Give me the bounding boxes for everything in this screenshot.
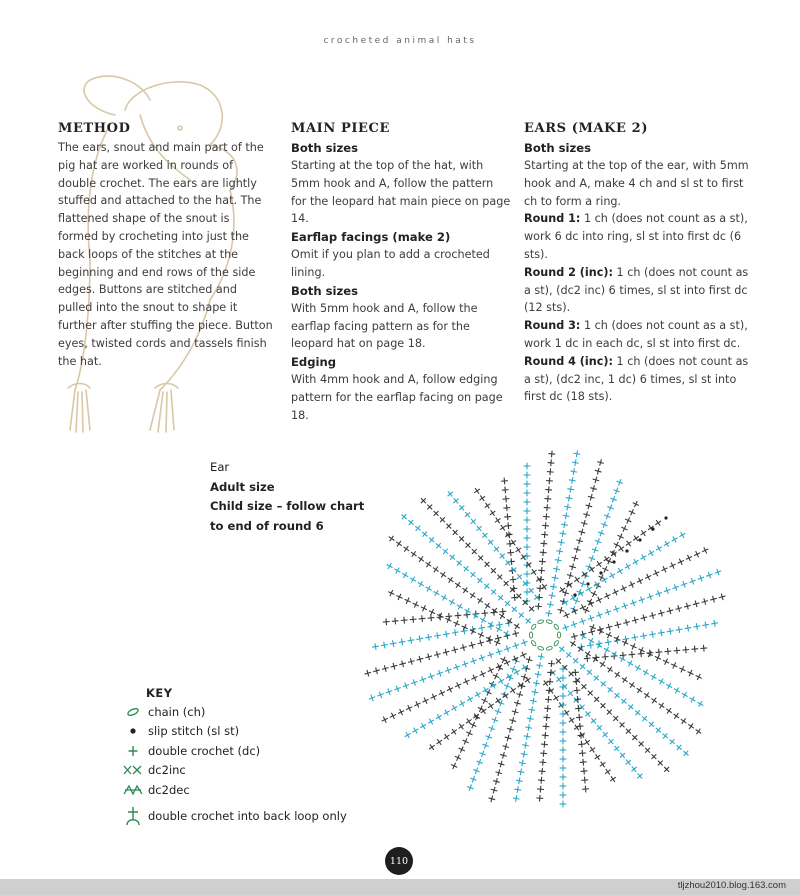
page-number: 110	[385, 847, 413, 875]
chart-caption-ear: Ear	[210, 460, 230, 474]
chart-caption-adult-size: Adult size	[210, 479, 275, 494]
round-label: Round 2 (inc):	[524, 265, 613, 279]
ear-crochet-chart	[345, 430, 785, 810]
round-text: 1 ch (does not count as a st), work 1 dc in each dc, sl st into first dc.	[524, 319, 748, 350]
dc2inc-icon	[118, 764, 148, 776]
earflap-both-sizes-heading: Both sizes	[291, 283, 359, 298]
round-paragraph	[524, 210, 749, 263]
chart-stitches	[365, 450, 726, 807]
main-piece-both-sizes-text: Starting at the top of the hat, with 5mm hook and A, follow the pattern for the leopard hat main piece on page 14.	[291, 159, 511, 226]
round-paragraph	[524, 264, 749, 317]
key-item	[118, 722, 347, 742]
chart-caption-child-size: Child size – follow chart	[210, 499, 365, 513]
round-label: Round 3:	[524, 319, 581, 333]
main-piece-both-sizes-heading: Both sizes	[291, 141, 359, 155]
method-column	[58, 120, 273, 370]
round-text: 1 ch (does not count as a st), (dc2 inc, 1 dc) 6 times, sl st into first dc (18 sts).	[524, 354, 749, 404]
key-label: chain (ch)	[148, 704, 206, 719]
round-label: Round 1:	[524, 212, 581, 226]
earflap-heading: Earflap facings (make 2)	[291, 230, 451, 245]
main-piece-heading: MAIN PIECE	[291, 121, 390, 136]
ears-column	[524, 120, 749, 406]
round-text: 1 ch (does not count as a st), work 6 dc into ring, sl st into first dc (6 sts).	[524, 212, 748, 261]
key-item	[118, 702, 347, 722]
method-heading: METHOD	[58, 121, 131, 136]
key-item	[118, 761, 347, 781]
key-label: dc2inc	[148, 763, 186, 778]
key-title: KEY	[146, 686, 173, 700]
key-label: slip stitch (sl st)	[148, 724, 240, 739]
round-paragraph	[524, 353, 749, 406]
edging-heading: Edging	[291, 355, 337, 370]
earflap-text: Omit if you plan to add a crocheted lining.	[291, 248, 490, 279]
ears-intro-text: Starting at the top of the ear, with 5mm hook and A, make 4 ch and sl st to first ch to form a ring.	[524, 159, 749, 208]
chart-caption	[210, 458, 364, 536]
chart-key	[118, 686, 347, 829]
key-item	[118, 741, 347, 761]
round-label: Round 4 (inc):	[524, 354, 613, 368]
dc2dec-icon	[118, 784, 148, 796]
ears-both-sizes-heading: Both sizes	[524, 141, 592, 155]
ears-heading: EARS (MAKE 2)	[524, 121, 649, 136]
slip-stitch-icon	[118, 726, 148, 736]
method-text: The ears, snout and main part of the pig hat are worked in rounds of double crochet. The ears are lightly stuffed and attached to the hat. The flattened shape of the snout is formed by crocheting into just the back loops of the stitches at the beginning and end rows of the side edges. Buttons are stitched and pulled into the snout to shape it further after stuffing the piece. Button eyes, twisted cords and tassels finish the hat.	[58, 141, 273, 368]
double-crochet-icon	[118, 745, 148, 757]
running-head: crocheted animal hats	[323, 36, 477, 46]
key-label: double crochet into back loop only	[148, 808, 347, 823]
main-piece-column	[291, 120, 511, 425]
earflap-both-sizes-text: With 5mm hook and A, follow the earflap facing pattern as for the leopard hat on page 18.	[291, 301, 478, 351]
chain-icon	[118, 707, 148, 717]
key-label: dc2dec	[148, 782, 190, 797]
key-label: double crochet (dc)	[148, 743, 261, 758]
key-item	[118, 780, 347, 800]
key-item	[118, 803, 347, 829]
footer-url: tljzhou2010.blog.163.com	[677, 880, 786, 891]
chart-caption-child-size-cont: to end of round 6	[210, 518, 324, 533]
round-paragraph	[524, 317, 749, 353]
edging-text: With 4mm hook and A, follow edging pattern for the earflap facing on page 18.	[291, 373, 503, 422]
round-text: 1 ch (does not count as a st), (dc2 inc) 6 times, sl st into first dc (12 sts).	[524, 265, 749, 315]
back-loop-dc-icon	[118, 805, 148, 827]
